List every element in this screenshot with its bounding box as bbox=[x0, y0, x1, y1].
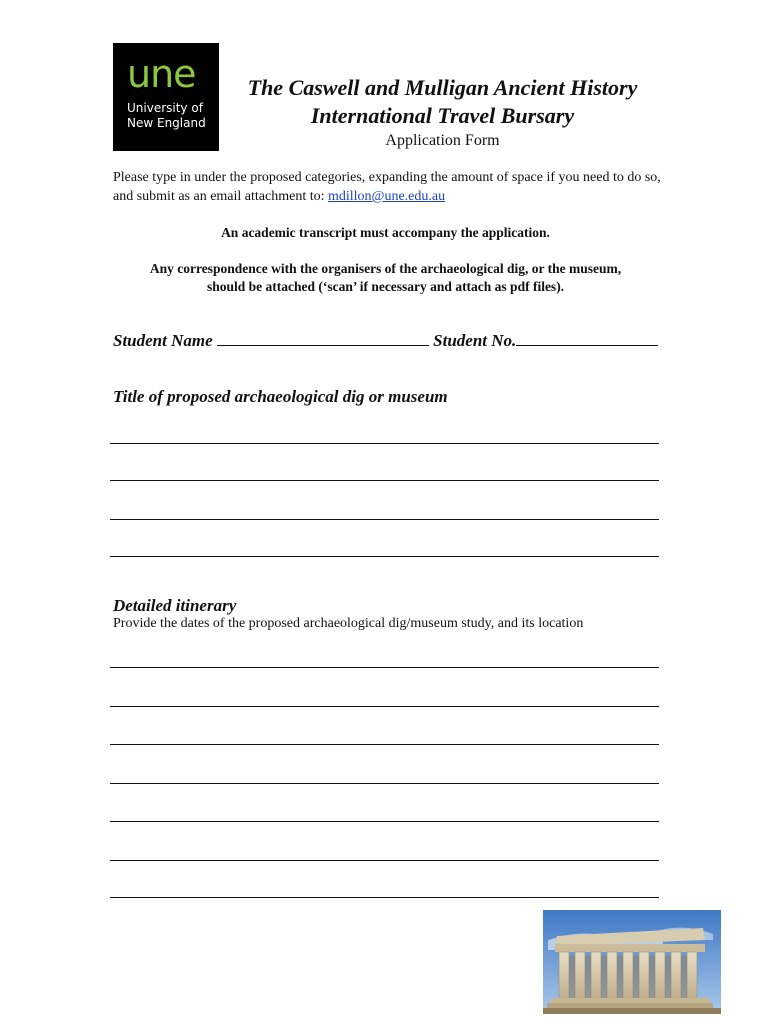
dig-title-answer-line[interactable] bbox=[110, 443, 659, 444]
logo-university-name bbox=[127, 101, 206, 131]
correspondence-notice bbox=[113, 260, 658, 296]
logo-name-line1: University of bbox=[127, 101, 203, 115]
document-title-line2: International Travel Bursary bbox=[310, 103, 575, 128]
logo-mark: une bbox=[127, 52, 196, 96]
student-name-label: Student Name bbox=[113, 331, 213, 350]
student-no-label: Student No. bbox=[433, 331, 517, 350]
parthenon-image bbox=[543, 910, 721, 1014]
itinerary-answer-line[interactable] bbox=[110, 667, 659, 668]
document-title-line1: The Caswell and Mulligan Ancient History bbox=[247, 75, 638, 100]
itinerary-answer-line[interactable] bbox=[110, 897, 659, 898]
itinerary-answer-line[interactable] bbox=[110, 706, 659, 707]
dig-title-answer-line[interactable] bbox=[110, 480, 659, 481]
student-details-row bbox=[113, 329, 673, 353]
dig-title-answer-line[interactable] bbox=[110, 519, 659, 520]
correspondence-notice-line1: Any correspondence with the organisers of the archaeological dig, or the museum, bbox=[149, 261, 622, 276]
transcript-notice: An academic transcript must accompany the application. bbox=[221, 225, 550, 240]
correspondence-notice-line2: should be attached (‘scan’ if necessary and attach as pdf files). bbox=[206, 279, 565, 294]
itinerary-answer-line[interactable] bbox=[110, 860, 659, 861]
dig-title-heading: Title of proposed archaeological dig or museum bbox=[113, 387, 448, 406]
dig-title-answer-line[interactable] bbox=[110, 556, 659, 557]
itinerary-answer-line[interactable] bbox=[110, 783, 659, 784]
email-link[interactable]: mdillon@une.edu.au bbox=[328, 189, 446, 204]
intro-text: Please type in under the proposed categories, expanding the amount of space if you need to do so, and submit as an email attachment to: bbox=[113, 170, 661, 204]
student-no-field[interactable] bbox=[516, 329, 658, 346]
une-logo bbox=[113, 43, 219, 151]
itinerary-answer-line[interactable] bbox=[110, 821, 659, 822]
header bbox=[225, 74, 660, 151]
document-subtitle: Application Form bbox=[385, 132, 500, 149]
logo-name-line2: New England bbox=[127, 116, 206, 130]
itinerary-description: Provide the dates of the proposed archaeological dig/museum study, and its location bbox=[113, 616, 584, 631]
itinerary-heading: Detailed itinerary bbox=[113, 596, 237, 615]
student-name-field[interactable] bbox=[217, 329, 429, 346]
intro-paragraph bbox=[113, 168, 673, 206]
itinerary-answer-line[interactable] bbox=[110, 744, 659, 745]
